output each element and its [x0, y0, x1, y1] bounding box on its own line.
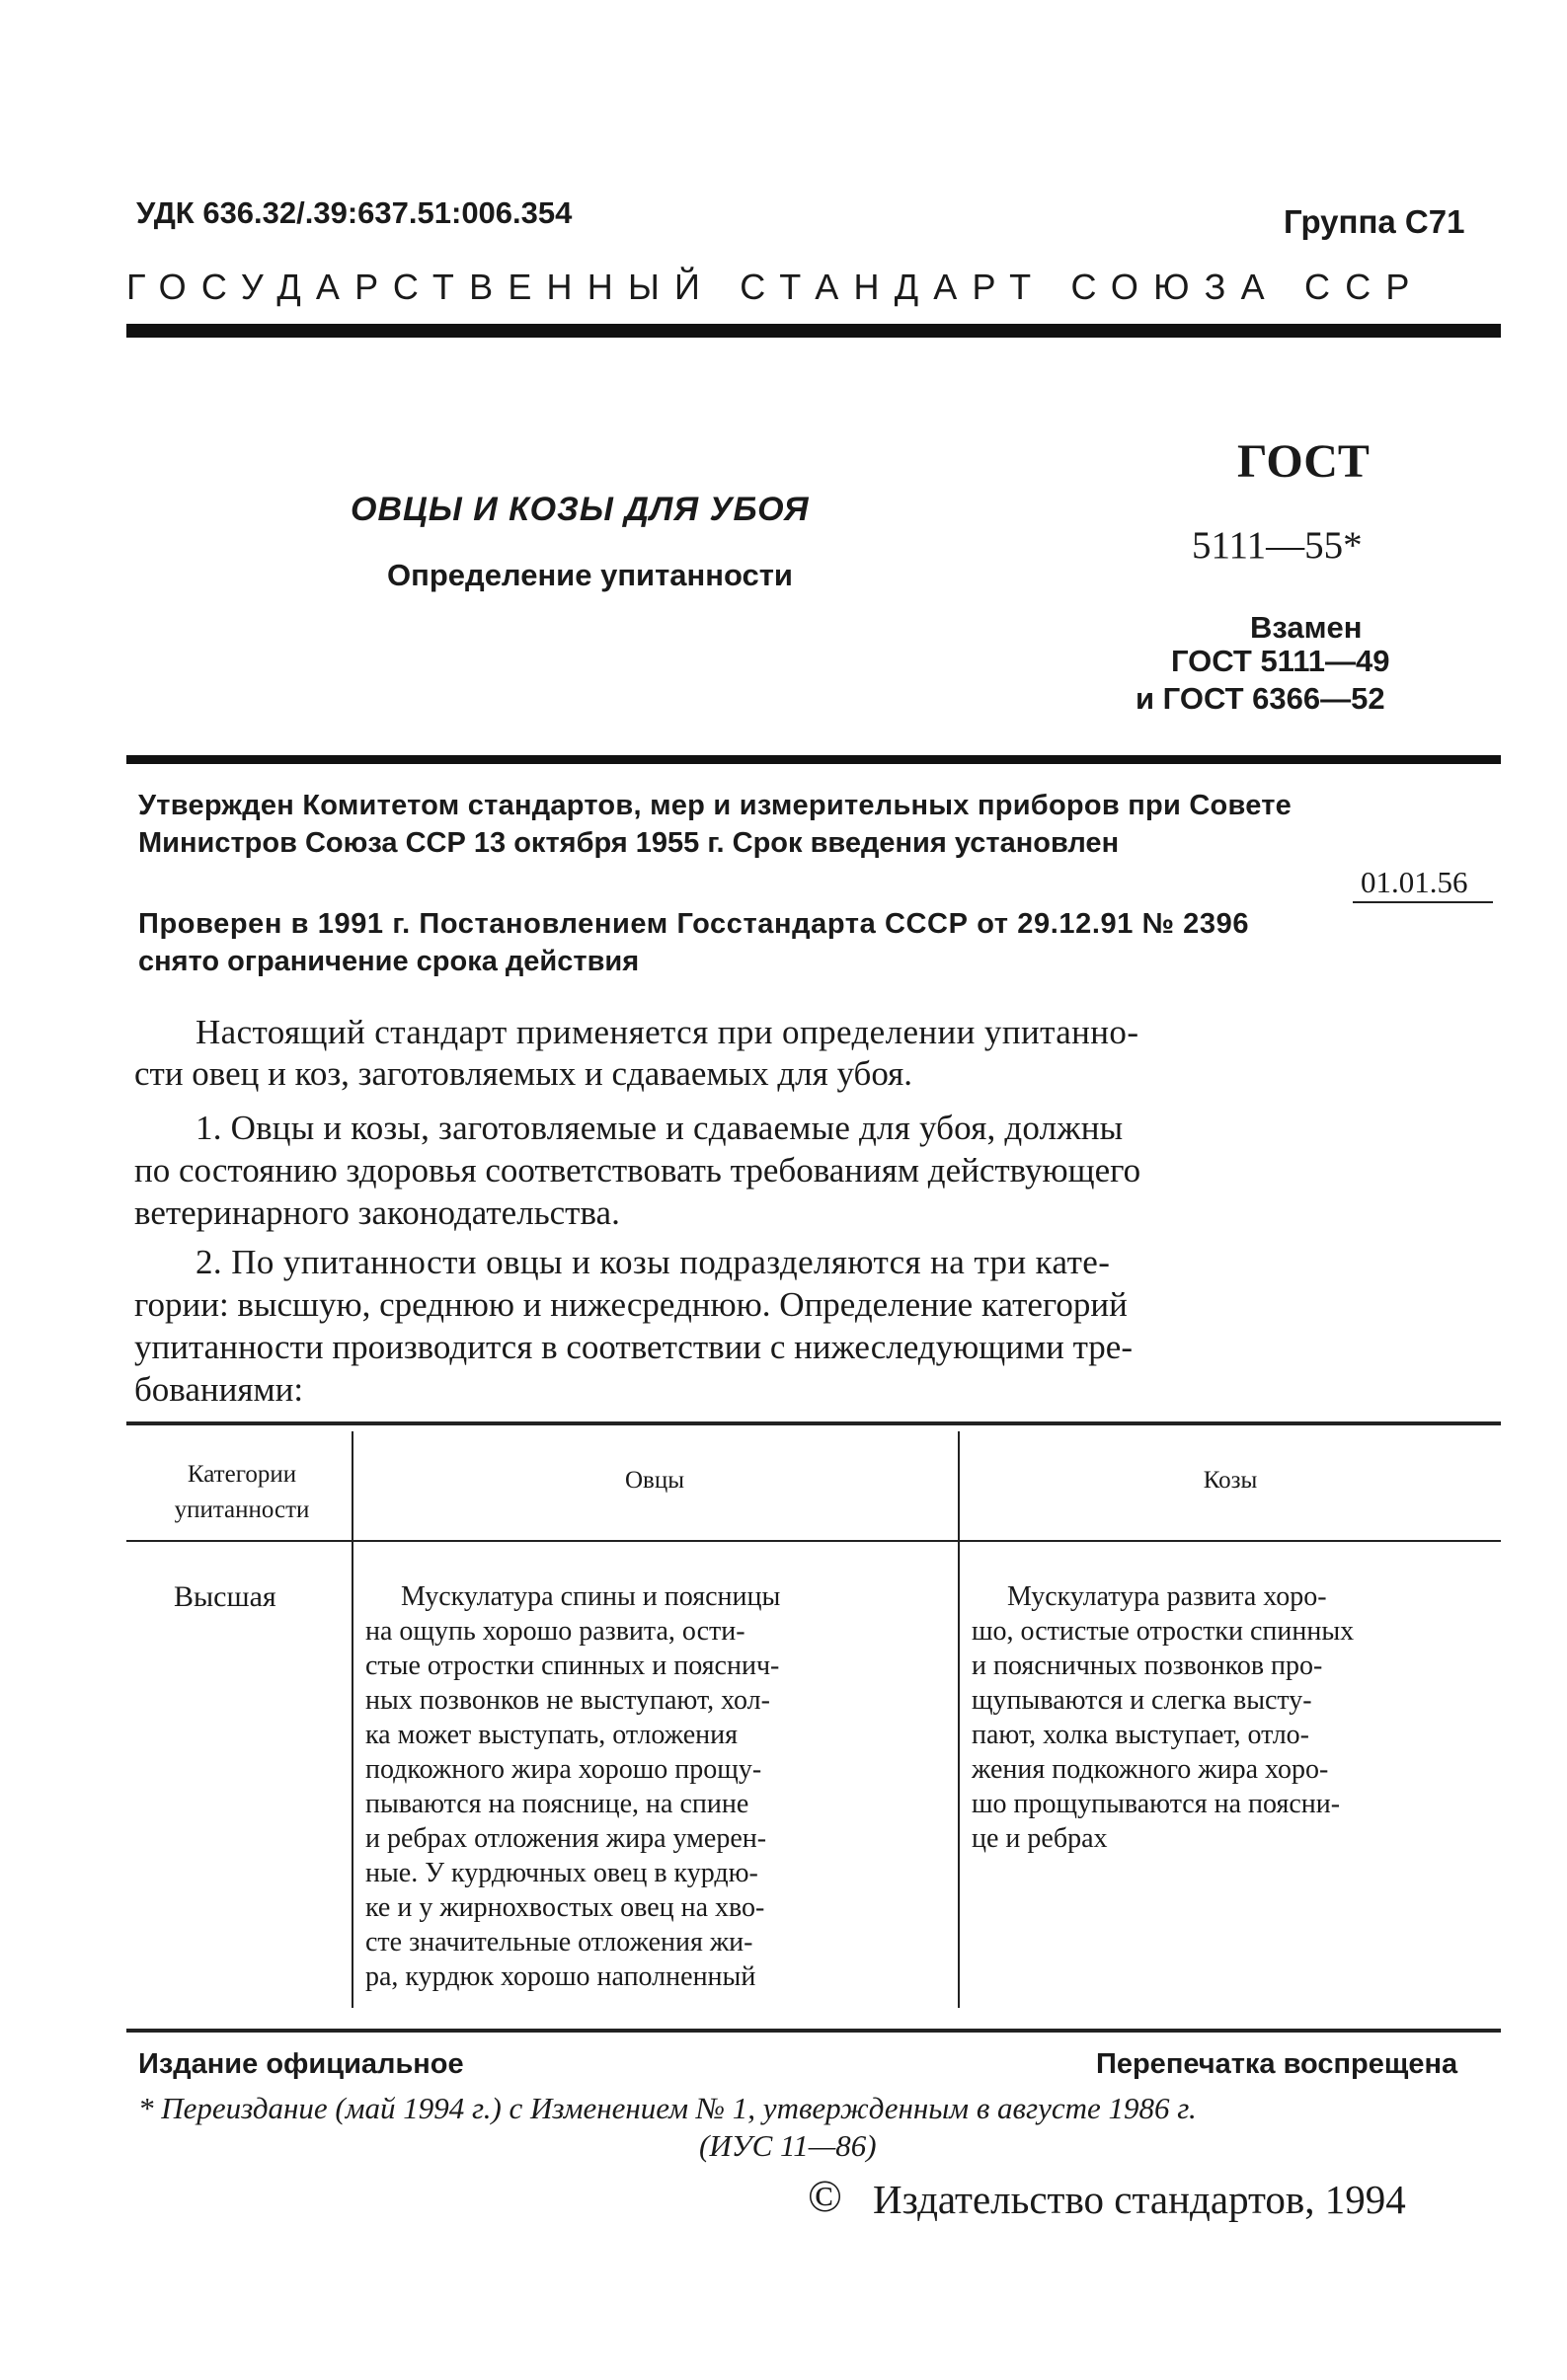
clause-1-line-3: ветеринарного законодательства. [134, 1193, 620, 1232]
gost-label: ГОСТ [1237, 435, 1370, 488]
table-divider-2 [958, 1431, 960, 2008]
effective-date: 01.01.56 [1361, 865, 1468, 899]
sheep-line: ные. У курдючных овец в курдю- [365, 1858, 758, 1888]
approval-line-2: Министров Союза ССР 13 октября 1955 г. Срок введения установлен [138, 827, 1120, 859]
sheep-line: Мускулатура спины и поясницы [401, 1581, 781, 1612]
goat-line: пают, холка выступает, отло- [972, 1720, 1310, 1750]
copyright-text: Издательство стандартов, 1994 [873, 2177, 1406, 2222]
goat-line: це и ребрах [972, 1823, 1108, 1854]
replaces-label: Взамен [1250, 610, 1363, 645]
table-top-border [126, 1421, 1501, 1425]
clause-2-line-2: гории: высшую, среднюю и нижесреднюю. Определение категорий [134, 1285, 1128, 1324]
header-sheep: Овцы [624, 1467, 685, 1494]
gost-number: 5111—55* [1192, 524, 1363, 567]
sheep-line: на ощупь хорошо развита, ости- [365, 1616, 745, 1647]
goat-line: шо, остистые отростки спинных [972, 1616, 1355, 1647]
reissue-note-1: * Переиздание (май 1994 г.) с Изменением № 1, утвержденным в августе 1986 г. [138, 2091, 1197, 2125]
sheep-line: сте значительные отложения жи- [365, 1927, 753, 1958]
sheep-line: подкожного жира хорошо прощу- [365, 1754, 762, 1785]
clause-1-line-2: по состоянию здоровья соответствовать требованиям действующего [134, 1151, 1141, 1190]
goat-line: Мускулатура развита хоро- [1007, 1581, 1327, 1612]
reprint-prohibited: Перепечатка воспрещена [1096, 2048, 1458, 2080]
clause-2-line-3: упитанности производится в соответствии с нижеследующими тре- [134, 1328, 1133, 1366]
checked-line-2: снято ограничение срока действия [138, 946, 640, 977]
official-edition: Издание официальное [138, 2048, 464, 2080]
row-category-highest: Высшая [174, 1580, 276, 1613]
table-header-border [126, 1540, 1501, 1542]
header-category-line-2: упитанности [174, 1497, 310, 1523]
sheep-line: ке и у жирнохвостых овец на хво- [365, 1892, 765, 1923]
approval-line-1: Утвержден Комитетом стандартов, мер и измерительных приборов при Совете [138, 790, 1293, 821]
goat-line: и поясничных позвонков про- [972, 1651, 1323, 1681]
document-subtitle: Определение упитанности [387, 558, 793, 592]
sheep-line: пываются на пояснице, на спине [365, 1789, 749, 1819]
title-rule [126, 755, 1501, 764]
copyright-symbol: © [808, 2171, 842, 2221]
intro-line-1: Настоящий стандарт применяется при определении упитанно- [196, 1013, 1139, 1051]
document-title: ОВЦЫ И КОЗЫ ДЛЯ УБОЯ [351, 491, 810, 528]
udk-code: УДК 636.32/.39:637.51:006.354 [136, 195, 573, 230]
state-standard-heading: ГОСУДАРСТВЕННЫЙ СТАНДАРТ СОЮЗА ССР [126, 267, 1425, 307]
goat-line: жения подкожного жира хоро- [972, 1754, 1329, 1785]
reissue-note-2: (ИУС 11—86) [699, 2128, 877, 2163]
sheep-line: ных позвонков не выступают, хол- [365, 1685, 770, 1716]
date-underline [1353, 901, 1493, 903]
clause-2-line-1: 2. По упитанности овцы и козы подразделяются на три кате- [196, 1243, 1111, 1281]
table-divider-1 [352, 1431, 353, 2008]
group-code: Группа С71 [1284, 203, 1465, 240]
intro-line-2: сти овец и коз, заготовляемых и сдаваемых для убоя. [134, 1054, 913, 1093]
clause-2-line-4: бованиями: [134, 1370, 304, 1409]
clause-1-line-1: 1. Овцы и козы, заготовляемые и сдаваемые для убоя, должны [196, 1109, 1124, 1147]
replaces-gost-1: ГОСТ 5111—49 [1171, 644, 1390, 678]
header-goats: Козы [1203, 1467, 1258, 1494]
header-category-line-1: Категории [187, 1461, 297, 1488]
footer-rule [126, 2029, 1501, 2033]
sheep-line: ка может выступать, отложения [365, 1720, 738, 1750]
sheep-line: ра, курдюк хорошо наполненный [365, 1961, 756, 1992]
sheep-line: и ребрах отложения жира умерен- [365, 1823, 767, 1854]
checked-line-1: Проверен в 1991 г. Постановлением Госстандарта СССР от 29.12.91 № 2396 [138, 908, 1250, 940]
header-rule [126, 324, 1501, 338]
goat-line: щупываются и слегка высту- [972, 1685, 1312, 1716]
sheep-line: стые отростки спинных и пояснич- [365, 1651, 780, 1681]
goat-line: шо прощупываются на поясни- [972, 1789, 1341, 1819]
replaces-gost-2: и ГОСТ 6366—52 [1136, 681, 1385, 716]
